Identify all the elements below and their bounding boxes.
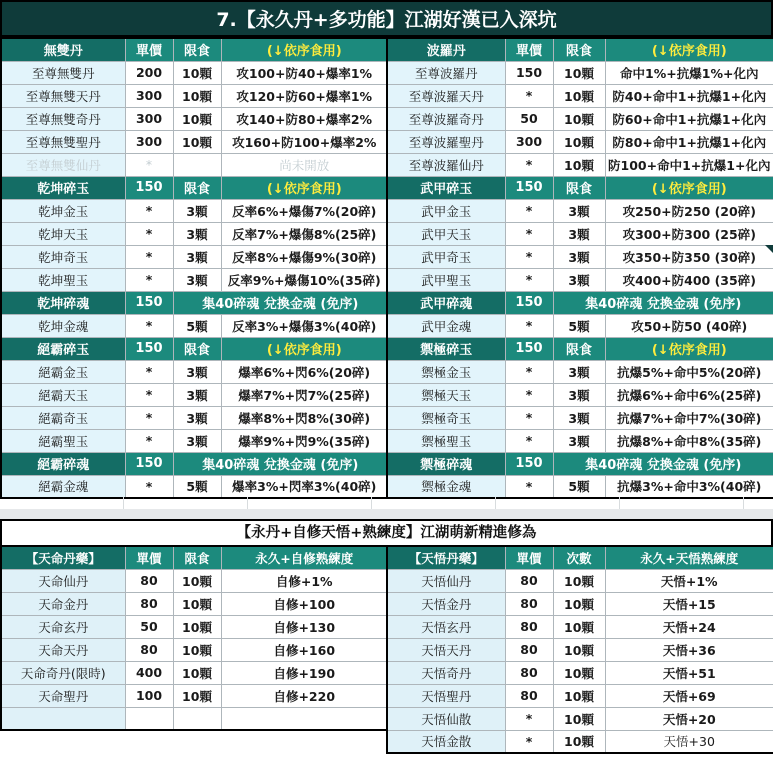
table-row (387, 383, 773, 406)
item-name: 禦極聖玉 (387, 429, 505, 452)
table-row (1, 615, 388, 638)
item-price: 300 (125, 84, 173, 107)
item-effect: 命中1%+抗爆1%+化內 (605, 61, 773, 84)
item-limit: 10顆 (553, 638, 605, 661)
section-name: 武甲碎魂 (387, 291, 505, 314)
item-name: 天命仙丹 (1, 569, 125, 592)
item-name: 天命聖丹 (1, 684, 125, 707)
item-effect: 攻300+防300 (25碎) (605, 222, 773, 245)
item-limit: 3顆 (173, 268, 221, 291)
item-price: 400 (125, 661, 173, 684)
item-effect: 反率6%+爆傷7%(20碎) (221, 199, 388, 222)
order-note: (↓依序食用) (221, 337, 388, 360)
table-row (387, 268, 773, 291)
item-limit: 3顆 (553, 199, 605, 222)
item-name: 禦極天玉 (387, 383, 505, 406)
item-price: * (505, 707, 553, 730)
item-name: 天悟玄丹 (387, 615, 505, 638)
section-header (387, 337, 773, 360)
item-limit: 3顆 (553, 383, 605, 406)
item-price: 300 (125, 107, 173, 130)
empty-cell (125, 707, 173, 730)
table-row (1, 107, 388, 130)
table-row (387, 406, 773, 429)
item-effect: 攻160+防100+爆率2% (221, 130, 388, 153)
table-row (387, 429, 773, 452)
item-limit: 10顆 (173, 61, 221, 84)
table-row (1, 475, 388, 498)
table-row (1, 684, 388, 707)
section-header (1, 291, 388, 314)
item-effect: 天悟+69 (605, 684, 773, 707)
table-row (1, 199, 388, 222)
table-row (1, 661, 388, 684)
limit-header: 限食 (173, 176, 221, 199)
table-row (387, 245, 773, 268)
price-header: 150 (125, 452, 173, 475)
item-effect: 攻140+防80+爆率2% (221, 107, 388, 130)
price-header: 150 (505, 176, 553, 199)
item-name: 天悟金散 (387, 730, 505, 753)
item-effect: 攻350+防350 (30碎) (605, 245, 773, 268)
item-name: 絕霸金玉 (1, 360, 125, 383)
item-effect: 自修+1% (221, 569, 388, 592)
item-name: 絕霸天玉 (1, 383, 125, 406)
item-limit: 3顆 (173, 199, 221, 222)
item-price: 300 (125, 130, 173, 153)
price-header: 單價 (125, 38, 173, 61)
section-name: 無雙丹 (1, 38, 125, 61)
item-effect: 防80+命中1+抗爆1+化內 (605, 130, 773, 153)
item-name: 乾坤奇玉 (1, 245, 125, 268)
table-row (387, 130, 773, 153)
table-row (387, 707, 773, 730)
table-row (1, 130, 388, 153)
price-header: 150 (125, 291, 173, 314)
item-name: 天悟仙丹 (387, 569, 505, 592)
item-limit: 10顆 (553, 153, 605, 176)
item-effect: 自修+220 (221, 684, 388, 707)
item-limit: 3顆 (173, 429, 221, 452)
order-note: (↓依序食用) (221, 176, 388, 199)
table-row (387, 638, 773, 661)
table-row (387, 61, 773, 84)
section-header (387, 452, 773, 475)
section-header (1, 176, 388, 199)
table-row (387, 592, 773, 615)
item-limit: 10顆 (553, 61, 605, 84)
item-effect: 天悟+15 (605, 592, 773, 615)
item-name: 天命金丹 (1, 592, 125, 615)
section-header (1, 38, 388, 61)
table-row (1, 245, 388, 268)
table-row (1, 360, 388, 383)
table-row (1, 406, 388, 429)
permanent-pills-table-right (386, 37, 773, 499)
item-price: * (125, 222, 173, 245)
item-limit: 5顆 (173, 475, 221, 498)
table-row (1, 222, 388, 245)
item-effect: 攻250+防250 (20碎) (605, 199, 773, 222)
table-row (387, 569, 773, 592)
item-effect: 反率7%+爆傷8%(25碎) (221, 222, 388, 245)
item-effect: 抗爆3%+命中3%(40碎) (605, 475, 773, 498)
item-limit: 3顆 (553, 360, 605, 383)
item-effect: 抗爆8%+命中8%(35碎) (605, 429, 773, 452)
item-price: 150 (505, 61, 553, 84)
order-note: (↓依序食用) (221, 38, 388, 61)
item-name: 絕霸金魂 (1, 475, 125, 498)
table-row (1, 84, 388, 107)
item-name: 武甲金魂 (387, 314, 505, 337)
item-limit: 10顆 (553, 661, 605, 684)
empty-cell (173, 707, 221, 730)
price-header: 150 (125, 176, 173, 199)
item-price: * (125, 383, 173, 406)
item-effect: 攻100+防40+爆率1% (221, 61, 388, 84)
item-effect: 防60+命中1+抗爆1+化內 (605, 107, 773, 130)
item-price: * (505, 360, 553, 383)
item-price: * (505, 383, 553, 406)
effect-header: 永久+天悟熟練度 (605, 546, 773, 569)
table-row (387, 661, 773, 684)
item-price: * (125, 245, 173, 268)
table-row (1, 569, 388, 592)
table-row (1, 592, 388, 615)
item-name: 武甲天玉 (387, 222, 505, 245)
item-name: 武甲金玉 (387, 199, 505, 222)
section-name: 乾坤碎玉 (1, 176, 125, 199)
item-name: 至尊波羅聖丹 (387, 130, 505, 153)
section-name: 乾坤碎魂 (1, 291, 125, 314)
item-effect: 反率9%+爆傷10%(35碎) (221, 268, 388, 291)
item-limit: 5顆 (173, 314, 221, 337)
item-effect: 自修+100 (221, 592, 388, 615)
item-effect: 防100+命中1+抗爆1+化內 (605, 153, 773, 176)
tianwu-pills-table (386, 545, 773, 754)
item-price: * (505, 199, 553, 222)
item-effect: 天悟+24 (605, 615, 773, 638)
item-effect: 爆率7%+閃7%(25碎) (221, 383, 388, 406)
item-limit: 10顆 (173, 130, 221, 153)
empty-cell (221, 707, 388, 730)
item-limit: 10顆 (173, 84, 221, 107)
item-effect: 抗爆6%+命中6%(25碎) (605, 383, 773, 406)
exchange-note: 集40碎魂 兌換金魂 (免序) (173, 452, 388, 475)
section-name: 波羅丹 (387, 38, 505, 61)
item-price: 100 (125, 684, 173, 707)
section-header (387, 546, 773, 569)
corner-marker (765, 245, 773, 253)
item-price: * (505, 406, 553, 429)
item-limit: 10顆 (173, 661, 221, 684)
section-name: 禦極碎玉 (387, 337, 505, 360)
limit-header: 限食 (553, 176, 605, 199)
item-name: 禦極奇玉 (387, 406, 505, 429)
item-limit: 3顆 (173, 383, 221, 406)
item-effect: 天悟+30 (605, 730, 773, 753)
item-effect: 爆率9%+閃9%(35碎) (221, 429, 388, 452)
item-name: 至尊無雙天丹 (1, 84, 125, 107)
table-row (387, 107, 773, 130)
item-limit: 5顆 (553, 475, 605, 498)
item-effect: 攻50+防50 (40碎) (605, 314, 773, 337)
empty-cell (1, 707, 125, 730)
item-limit: 10顆 (553, 592, 605, 615)
item-price: 80 (125, 638, 173, 661)
item-limit: 10顆 (553, 130, 605, 153)
item-name: 絕霸奇玉 (1, 406, 125, 429)
item-effect: 爆率6%+閃6%(20碎) (221, 360, 388, 383)
section2-title: 【永丹+自修天悟+熟練度】江湖萌新精進修為 (0, 519, 773, 545)
item-name: 武甲奇玉 (387, 245, 505, 268)
item-effect: 攻120+防60+爆率1% (221, 84, 388, 107)
section-name: 【天悟丹藥】 (387, 546, 505, 569)
item-effect: 天悟+36 (605, 638, 773, 661)
item-price: * (505, 84, 553, 107)
item-effect: 自修+160 (221, 638, 388, 661)
item-name: 天悟聖丹 (387, 684, 505, 707)
exchange-note: 集40碎魂 兌換金魂 (免序) (553, 291, 773, 314)
section-name: 絕霸碎魂 (1, 452, 125, 475)
item-price: * (125, 199, 173, 222)
table-row (1, 268, 388, 291)
item-price: 300 (505, 130, 553, 153)
item-name: 天命玄丹 (1, 615, 125, 638)
item-limit: 3顆 (553, 222, 605, 245)
item-limit: 10顆 (553, 707, 605, 730)
section-header (387, 291, 773, 314)
price-header: 150 (125, 337, 173, 360)
item-effect: 天悟+51 (605, 661, 773, 684)
item-name: 天悟奇丹 (387, 661, 505, 684)
item-price: 80 (505, 638, 553, 661)
item-effect: 攻400+防400 (35碎) (605, 268, 773, 291)
order-note: (↓依序食用) (605, 38, 773, 61)
item-effect: 反率3%+爆傷3%(40碎) (221, 314, 388, 337)
item-effect: 天悟+1% (605, 569, 773, 592)
limit-header: 限食 (553, 38, 605, 61)
item-effect: 天悟+20 (605, 707, 773, 730)
table-row (1, 383, 388, 406)
limit-header: 限食 (173, 546, 221, 569)
item-price: * (125, 429, 173, 452)
item-limit: 5顆 (553, 314, 605, 337)
table-row (387, 615, 773, 638)
item-limit: 3顆 (173, 245, 221, 268)
section-header (387, 176, 773, 199)
item-name: 至尊無雙聖丹 (1, 130, 125, 153)
exchange-note: 集40碎魂 兌換金魂 (免序) (173, 291, 388, 314)
item-effect: 尚未開放 (221, 153, 388, 176)
item-limit: 10顆 (173, 592, 221, 615)
item-name: 至尊無雙仙丹 (1, 153, 125, 176)
item-name: 至尊無雙奇丹 (1, 107, 125, 130)
item-limit: 10顆 (553, 569, 605, 592)
effect-header: 永久+自修熟練度 (221, 546, 388, 569)
item-name: 天悟仙散 (387, 707, 505, 730)
item-limit: 10顆 (173, 638, 221, 661)
item-price: 50 (125, 615, 173, 638)
item-limit: 10顆 (553, 730, 605, 753)
item-limit: 10顆 (173, 684, 221, 707)
spacer-grid (0, 497, 773, 509)
item-limit: 10顆 (173, 569, 221, 592)
item-limit: 10顆 (553, 684, 605, 707)
table-row (1, 314, 388, 337)
item-name: 絕霸聖玉 (1, 429, 125, 452)
item-price: 200 (125, 61, 173, 84)
item-price: * (505, 245, 553, 268)
price-header: 150 (505, 337, 553, 360)
section-header (1, 546, 388, 569)
section-divider (0, 509, 773, 519)
table-row (387, 314, 773, 337)
item-name: 乾坤天玉 (1, 222, 125, 245)
item-price: 50 (505, 107, 553, 130)
section-name: 絕霸碎玉 (1, 337, 125, 360)
item-name: 天悟天丹 (387, 638, 505, 661)
section-header (387, 38, 773, 61)
item-effect: 自修+130 (221, 615, 388, 638)
section-name: 武甲碎玉 (387, 176, 505, 199)
price-header: 單價 (505, 546, 553, 569)
table-row (387, 153, 773, 176)
item-price: * (505, 268, 553, 291)
table-row (1, 707, 388, 730)
item-name: 天命天丹 (1, 638, 125, 661)
item-effect: 爆率3%+閃率3%(40碎) (221, 475, 388, 498)
item-effect: 抗爆7%+命中7%(30碎) (605, 406, 773, 429)
item-price: 80 (505, 569, 553, 592)
price-header: 150 (505, 452, 553, 475)
table-row (387, 730, 773, 753)
item-limit: 10顆 (173, 107, 221, 130)
item-name: 天悟金丹 (387, 592, 505, 615)
limit-header: 次數 (553, 546, 605, 569)
item-price: 80 (125, 592, 173, 615)
item-name: 禦極金魂 (387, 475, 505, 498)
item-limit: 3顆 (173, 360, 221, 383)
item-name: 至尊波羅天丹 (387, 84, 505, 107)
item-limit: 10顆 (553, 615, 605, 638)
item-price: * (505, 730, 553, 753)
item-price: * (125, 406, 173, 429)
item-name: 武甲聖玉 (387, 268, 505, 291)
item-price: * (505, 429, 553, 452)
item-name: 至尊波羅丹 (387, 61, 505, 84)
item-effect: 爆率8%+閃8%(30碎) (221, 406, 388, 429)
price-header: 單價 (125, 546, 173, 569)
exchange-note: 集40碎魂 兌換金魂 (免序) (553, 452, 773, 475)
item-name: 天命奇丹(限時) (1, 661, 125, 684)
page-title: 7.【永久丹+多功能】江湖好漢已入深坑 (0, 0, 773, 37)
item-effect: 防40+命中1+抗爆1+化內 (605, 84, 773, 107)
item-name: 乾坤金玉 (1, 199, 125, 222)
item-name: 至尊波羅奇丹 (387, 107, 505, 130)
item-price: 80 (505, 661, 553, 684)
section-name: 【天命丹藥】 (1, 546, 125, 569)
item-price: * (505, 475, 553, 498)
item-price: * (125, 475, 173, 498)
price-header: 單價 (505, 38, 553, 61)
table-row (1, 638, 388, 661)
item-limit: 3顆 (553, 268, 605, 291)
item-price: * (125, 360, 173, 383)
price-header: 150 (505, 291, 553, 314)
item-limit: 3顆 (553, 429, 605, 452)
order-note: (↓依序食用) (605, 176, 773, 199)
item-price: * (125, 268, 173, 291)
section-name: 禦極碎魂 (387, 452, 505, 475)
limit-header: 限食 (173, 337, 221, 360)
item-limit: 3顆 (173, 222, 221, 245)
item-price: * (125, 314, 173, 337)
item-price: * (505, 314, 553, 337)
table-row (1, 429, 388, 452)
item-limit: 3顆 (553, 406, 605, 429)
limit-header: 限食 (173, 38, 221, 61)
section-header (1, 452, 388, 475)
item-limit: 10顆 (173, 615, 221, 638)
table-row (387, 684, 773, 707)
permanent-pills-table-left (0, 37, 389, 499)
item-effect: 反率8%+爆傷9%(30碎) (221, 245, 388, 268)
table-row (387, 222, 773, 245)
item-effect: 抗爆5%+命中5%(20碎) (605, 360, 773, 383)
item-price: 80 (125, 569, 173, 592)
item-price: 80 (505, 615, 553, 638)
table-row (387, 475, 773, 498)
item-name: 至尊波羅仙丹 (387, 153, 505, 176)
item-name: 乾坤金魂 (1, 314, 125, 337)
item-price: * (505, 153, 553, 176)
item-name: 乾坤聖玉 (1, 268, 125, 291)
item-limit: 10顆 (553, 107, 605, 130)
item-price: 80 (505, 684, 553, 707)
table-row (387, 360, 773, 383)
order-note: (↓依序食用) (605, 337, 773, 360)
limit-header: 限食 (553, 337, 605, 360)
item-price: 80 (505, 592, 553, 615)
table-row (1, 153, 388, 176)
item-effect: 自修+190 (221, 661, 388, 684)
item-price: * (125, 153, 173, 176)
item-limit: 3顆 (553, 245, 605, 268)
item-limit: 3顆 (173, 406, 221, 429)
item-name: 禦極金玉 (387, 360, 505, 383)
section-header (1, 337, 388, 360)
item-name: 至尊無雙丹 (1, 61, 125, 84)
item-limit (173, 153, 221, 176)
table-row (387, 199, 773, 222)
item-limit: 10顆 (553, 84, 605, 107)
table-row (1, 61, 388, 84)
item-price: * (505, 222, 553, 245)
tianming-pills-table (0, 545, 389, 731)
table-row (387, 84, 773, 107)
